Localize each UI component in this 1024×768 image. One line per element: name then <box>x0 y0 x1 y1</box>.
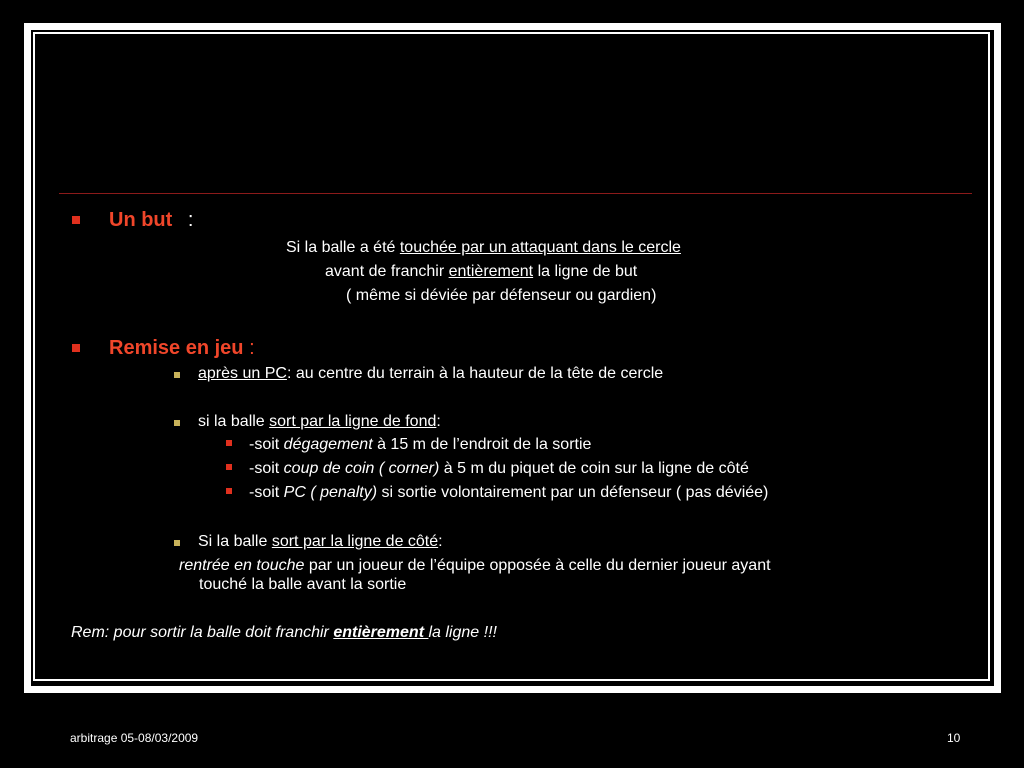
bullet-square-icon <box>226 440 232 446</box>
bullet-square-icon <box>174 372 180 378</box>
but-line-1 <box>286 238 681 257</box>
bullet-square-icon <box>174 420 180 426</box>
heading-text: Remise en jeu <box>109 337 244 359</box>
text: -soit <box>249 436 284 453</box>
but-line-2 <box>325 262 637 281</box>
but-line-3: ( même si déviée par défenseur ou gardien) <box>346 287 657 304</box>
italic-text: dégagement <box>283 436 373 453</box>
underlined-text: sort par la ligne de côté <box>271 533 439 550</box>
heading-remise-en-jeu <box>109 336 255 360</box>
remise-pc-line <box>198 364 663 383</box>
heading-colon: : <box>187 209 194 231</box>
bold-underlined-text: entièrement <box>333 624 429 641</box>
text: à 5 m du piquet de coin sur la ligne de côté <box>439 460 749 477</box>
bullet-square-icon <box>72 344 80 352</box>
text: par un joueur de l’équipe opposée à celle du dernier joueur ayant <box>304 557 771 574</box>
heading-colon: : <box>243 337 255 359</box>
bullet-square-icon <box>226 488 232 494</box>
underlined-text: touchée par un attaquant dans le cercle <box>399 239 681 256</box>
underlined-text: après un PC <box>198 365 287 382</box>
italic-text: coup de coin ( corner) <box>283 460 440 477</box>
text: : au centre du terrain à la hauteur de la tête de cercle <box>286 365 664 382</box>
bullet-square-icon <box>174 540 180 546</box>
text: -soit <box>249 460 284 477</box>
text: Si la balle <box>198 533 272 550</box>
touche-line-1 <box>179 556 771 575</box>
text: si sortie volontairement par un défenseur ( pas déviée) <box>377 484 769 501</box>
page-number: 10 <box>947 731 961 745</box>
heading-text: Un but <box>109 209 173 231</box>
underlined-text: sort par la ligne de fond <box>269 413 437 430</box>
bullet-square-icon <box>72 216 80 224</box>
text: -soit <box>249 484 284 501</box>
text: : <box>438 533 443 550</box>
italic-text: PC ( penalty) <box>283 484 378 501</box>
fond-sub-1 <box>249 435 591 454</box>
text: avant de franchir <box>325 263 449 280</box>
text: la ligne de but <box>533 263 638 280</box>
text: : <box>436 413 441 430</box>
text: à 15 m de l’endroit de la sortie <box>372 436 592 453</box>
underlined-text: entièrement <box>448 263 534 280</box>
text: Rem: pour sortir la balle doit franchir <box>71 624 334 641</box>
fond-sub-2 <box>249 459 749 478</box>
footer-text: arbitrage 05-08/03/2009 <box>70 731 199 745</box>
text: si la balle <box>198 413 270 430</box>
remise-fond-line <box>198 412 441 431</box>
italic-text: rentrée en touche <box>179 557 305 574</box>
title-divider <box>59 193 972 194</box>
remark-line <box>71 623 497 642</box>
text: la ligne !!! <box>428 624 497 641</box>
remise-cote-line <box>198 532 443 551</box>
heading-un-but <box>109 208 193 232</box>
text: Si la balle a été <box>286 239 400 256</box>
fond-sub-3 <box>249 483 768 502</box>
touche-line-2: touché la balle avant la sortie <box>199 576 407 593</box>
bullet-square-icon <box>226 464 232 470</box>
